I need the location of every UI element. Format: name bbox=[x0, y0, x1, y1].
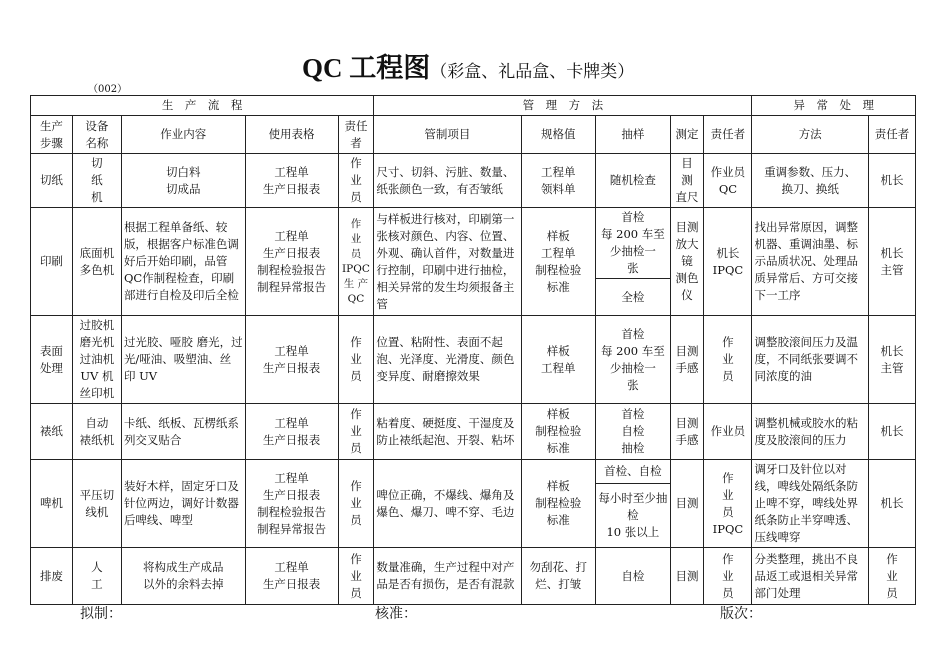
cell-sampling: 随机检查 bbox=[596, 154, 671, 208]
cell-owner: 作业员 QC bbox=[704, 154, 752, 208]
cell-control: 位置、粘附性、表面不起泡、光泽度、光滑度、颜色变异度、耐磨擦效果 bbox=[374, 316, 521, 404]
cell-work: 装好木样，固定牙口及针位两边，调好计数器后啤线、啤型 bbox=[121, 460, 245, 548]
cell-sampling: 自检 bbox=[596, 548, 671, 605]
col-equipment: 设备 名称 bbox=[72, 116, 121, 154]
group-exception: 异 常 处 理 bbox=[752, 96, 916, 116]
cell-resp: 作 业 员 bbox=[338, 548, 374, 605]
cell-sampling: 首检 每 200 车至 少抽检一 张 bbox=[596, 208, 671, 279]
cell-work: 过光胶、哑胶 磨光，过光/哑油、吸塑油、丝印 UV bbox=[121, 316, 245, 404]
cell-work: 卡纸、纸板、瓦楞纸系列交叉贴合 bbox=[121, 404, 245, 460]
cell-step: 印刷 bbox=[31, 208, 73, 316]
cell-owner2: 机长 bbox=[868, 460, 915, 548]
table-row bbox=[31, 548, 916, 605]
table-row bbox=[31, 316, 916, 404]
cell-step: 表面 处理 bbox=[31, 316, 73, 404]
table-row bbox=[31, 404, 916, 460]
cell-measure: 目测 手感 bbox=[670, 404, 704, 460]
cell-forms: 工程单 生产日报表 bbox=[245, 316, 338, 404]
cell-sampling-2: 每小时至少抽检 10 张以上 bbox=[596, 484, 671, 548]
cell-spec: 工程单 领料单 bbox=[521, 154, 596, 208]
col-method: 方法 bbox=[752, 116, 868, 154]
cell-sampling: 首检、自检 bbox=[596, 460, 671, 484]
group-production: 生 产 流 程 bbox=[31, 96, 374, 116]
cell-spec: 样板 制程检验 标准 bbox=[521, 460, 596, 548]
cell-method: 调牙口及针位以对线，啤线处隔纸条防止啤不穿，啤线处界纸条防止半穿啤透、压线啤穿 bbox=[752, 460, 868, 548]
cell-measure: 目 测 直尺 bbox=[670, 154, 704, 208]
column-header-row bbox=[31, 116, 916, 154]
cell-control: 啤位正确，不爆线、爆角及爆色、爆刀、啤不穿、毛边 bbox=[374, 460, 521, 548]
cell-forms: 工程单 生产日报表 制程检验报告 制程异常报告 bbox=[245, 460, 338, 548]
qc-process-table bbox=[30, 95, 916, 605]
cell-sampling-2: 全检 bbox=[596, 279, 671, 316]
table-row bbox=[31, 154, 916, 208]
cell-owner2: 机长 bbox=[868, 404, 915, 460]
col-measure: 测定 bbox=[670, 116, 704, 154]
cell-method: 重调参数、压力、 换刀、换纸 bbox=[752, 154, 868, 208]
cell-resp: 作 业 员 bbox=[338, 154, 374, 208]
cell-measure: 目测 bbox=[670, 460, 704, 548]
footer-approved: 核准： bbox=[375, 606, 417, 622]
col-step: 生产 步骤 bbox=[31, 116, 73, 154]
cell-forms: 工程单 生产日报表 bbox=[245, 404, 338, 460]
cell-owner: 作 业 员 bbox=[704, 316, 752, 404]
col-spec: 规格值 bbox=[521, 116, 596, 154]
cell-step: 啤机 bbox=[31, 460, 73, 548]
col-resp: 责任 者 bbox=[338, 116, 374, 154]
cell-equipment: 平压切 线机 bbox=[72, 460, 121, 548]
cell-step: 裱纸 bbox=[31, 404, 73, 460]
cell-spec: 样板 工程单 bbox=[521, 316, 596, 404]
cell-owner: 机长 IPQC bbox=[704, 208, 752, 316]
cell-sampling: 首检 每 200 车至 少抽检一 张 bbox=[596, 316, 671, 404]
cell-method: 调整机械或胶水的粘度及胶滚间的压力 bbox=[752, 404, 868, 460]
cell-spec: 样板 工程单 制程检验 标准 bbox=[521, 208, 596, 316]
cell-equipment: 底面机 多色机 bbox=[72, 208, 121, 316]
footer-version: 版次： bbox=[720, 606, 762, 622]
cell-owner2: 作 业 员 bbox=[868, 548, 915, 605]
cell-forms: 工程单 生产日报表 制程检验报告 制程异常报告 bbox=[245, 208, 338, 316]
cell-method: 找出异常原因，调整机器、重调油墨、标示品质状况、处理品质异常后、方可交接下一工序 bbox=[752, 208, 868, 316]
cell-measure: 目测 bbox=[670, 548, 704, 605]
cell-measure: 目测 放大 镜 测色 仪 bbox=[670, 208, 704, 316]
cell-owner: 作业员 bbox=[704, 404, 752, 460]
col-forms: 使用表格 bbox=[245, 116, 338, 154]
cell-resp: 作 业 员 bbox=[338, 316, 374, 404]
cell-control: 数量准确，生产过程中对产品是否有损伤，是否有混款 bbox=[374, 548, 521, 605]
cell-equipment: 切 纸 机 bbox=[72, 154, 121, 208]
title-main: QC 工程图 bbox=[302, 53, 431, 83]
cell-control: 与样板进行核对，印刷第一张核对颜色、内容、位置、外观、确认首件，对数量进行控制，印刷中进行抽检，相关异常的发生均须报备主管 bbox=[374, 208, 521, 316]
col-sampling: 抽样 bbox=[596, 116, 671, 154]
footer-drafted: 拟制： bbox=[80, 606, 122, 622]
cell-work: 根据工程单备纸、较版，根据客户标准色调好后开始印刷，品管QC作制程检查，印刷部进行自检及印后全检 bbox=[121, 208, 245, 316]
cell-work: 将构成生产成品 以外的余料去掉 bbox=[121, 548, 245, 605]
document-number: （002） bbox=[88, 84, 128, 95]
cell-resp: 作 业 员 bbox=[338, 404, 374, 460]
group-header-row bbox=[31, 96, 916, 116]
cell-equipment: 人 工 bbox=[72, 548, 121, 605]
col-owner: 责任者 bbox=[704, 116, 752, 154]
cell-measure: 目测 手感 bbox=[670, 316, 704, 404]
cell-forms: 工程单 生产日报表 bbox=[245, 548, 338, 605]
cell-step: 切纸 bbox=[31, 154, 73, 208]
col-owner2: 责任者 bbox=[868, 116, 915, 154]
cell-owner2: 机长 主管 bbox=[868, 316, 915, 404]
table-row bbox=[31, 208, 916, 279]
cell-equipment: 过胶机 磨光机 过油机 UV 机 丝印机 bbox=[72, 316, 121, 404]
title-sub: （彩盒、礼品盒、卡牌类） bbox=[430, 62, 635, 81]
cell-work: 切白料 切成品 bbox=[121, 154, 245, 208]
cell-owner2: 机长 bbox=[868, 154, 915, 208]
cell-step: 排废 bbox=[31, 548, 73, 605]
cell-resp: 作 业 员 bbox=[338, 460, 374, 548]
cell-forms: 工程单 生产日报表 bbox=[245, 154, 338, 208]
cell-owner: 作 业 员 bbox=[704, 548, 752, 605]
cell-method: 调整胶滚间压力及温度，不同纸张要调不同浓度的油 bbox=[752, 316, 868, 404]
cell-equipment: 自动 裱纸机 bbox=[72, 404, 121, 460]
col-work: 作业内容 bbox=[121, 116, 245, 154]
col-control: 管制项目 bbox=[374, 116, 521, 154]
table-row bbox=[31, 460, 916, 484]
cell-control: 尺寸、切斜、污脏、数量、纸张颜色一致，有否皱纸 bbox=[374, 154, 521, 208]
group-management: 管 理 方 法 bbox=[374, 96, 752, 116]
cell-method: 分类整理，挑出不良品返工或退相关异常部门处理 bbox=[752, 548, 868, 605]
cell-spec: 勿刮花、打 烂、打皱 bbox=[521, 548, 596, 605]
cell-control: 粘着度、硬挺度、干湿度及防止裱纸起泡、开裂、粘坏 bbox=[374, 404, 521, 460]
cell-owner2: 机长 主管 bbox=[868, 208, 915, 316]
cell-sampling: 首检 自检 抽检 bbox=[596, 404, 671, 460]
cell-spec: 样板 制程检验 标准 bbox=[521, 404, 596, 460]
cell-owner: 作 业 员 IPQC bbox=[704, 460, 752, 548]
document-title bbox=[302, 46, 634, 85]
cell-resp: 作 业 员 IPQC 生 产 QC bbox=[338, 208, 374, 316]
